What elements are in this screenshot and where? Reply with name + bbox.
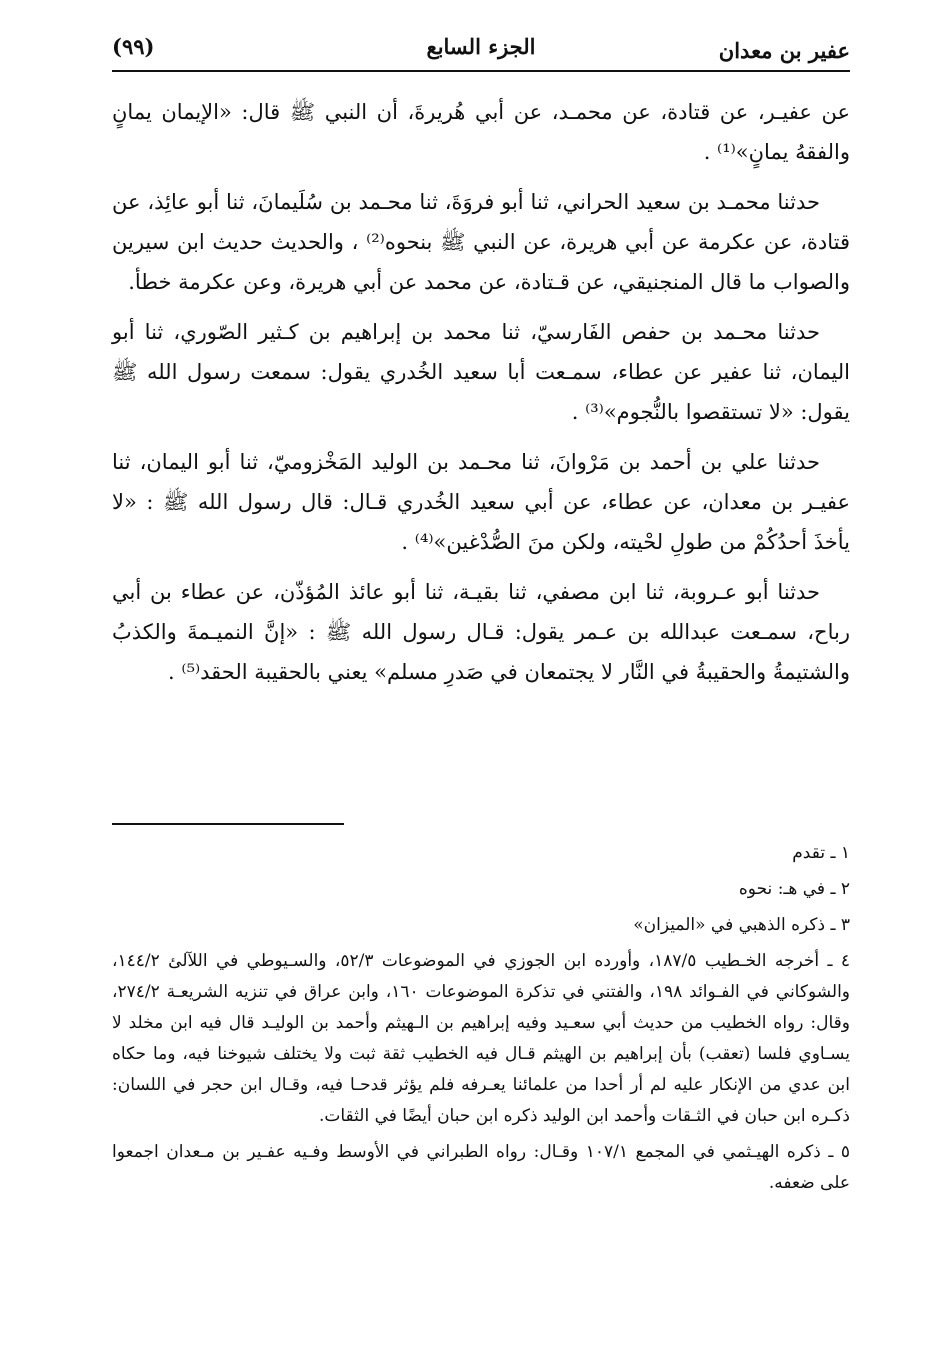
paragraph: حدثنا علي بن أحمد بن مَرْوانَ، ثنا محـمد بن الوليد المَخْزوميّ، ثنا أبو اليمان، ثنا عفيـر بن معدان، عن عطاء، عن أبي سعيد الخُدري قـال: قال رسول الله ﷺ : «لا يأخذَ أحدُكُمْ من طولِ لحْيته، ولكن منَ الصُّدْغين»⁽⁴⁾ . [112,450,850,554]
page-number: (٩٩) [112,34,155,59]
paragraph: حدثنا محمـد بن سعيد الحراني، ثنا أبو فروَةَ، ثنا محـمد بن سُلَيمانَ، ثنا أبو عائِذ، عن قتادة، عن عكرمة عن أبي هريرة، عن النبي ﷺ بنحوه⁽²⁾ ، والحديث حديث ابن سيرين والصواب ما قال المنجنيقي، عن قـتادة، عن محمد عن أبي هريرة، وعن عكرمة خطأ. [112,190,850,294]
main-text [112,92,850,702]
footnote: ٤ ـ أخرجه الخـطيب ١٨٧/٥، وأورده ابن الجوزي في الموضوعات ٥٢/٣، والسـيوطي في اللآلئ ١٤٤/٢، والشوكاني في الفـوائد ١٩٨، والفتني في تذكرة الموضوعات ١٦٠، وابن عراق في تنزيه الشريعـة ٢٧٤/٢، وقال: رواه الخطيب من حديث أبي سعـيد وفيه إبراهيم بن الـهيثم وأحمد بن الوليـد قال فيه ابن مخلد لا يسـاوي فلسا (تعقب) بأن إبراهيم بن الهيثم قـال فيه الخطيب ثقة ثبت ولا يختلف شيوخنا فيه، وما حكاه ابن عدي من الإنكار عليه لم أر أحدا من علمائنا يعـرفه فلم يؤثر قدحـا فيه، وقـال ابن حجر في اللسان: ذكـره ابن حبان في الثـقات وأحمد ابن الوليد ذكره ابن حبان أيضًا في الثقات. [112,951,851,1126]
footnotes [112,838,850,1204]
page-header [112,30,850,70]
part-title: الجزء السابع [426,34,536,59]
footnote: ٣ ـ ذكره الذهبي في «الميزان» [633,915,850,935]
paragraph: حدثنا أبو عـروبة، ثنا ابن مصفي، ثنا بقيـة، ثنا أبو عائذ المُؤذّن، عن عطاء بن أبي رباح، سمـعت عبدالله بن عـمر يقول: قـال رسول الله ﷺ : «إنَّ النميـمةَ والكذبُ والشتيمةُ والحقيبةُ في النَّار لا يجتمعان في صَدرِ مسلم» يعني بالحقيبة الحقد⁽⁵⁾ . [112,580,850,684]
footnote: ٥ ـ ذكره الهيـثمي في المجمع ١٠٧/١ وقـال: رواه الطبراني في الأوسط وفـيه عفـير بن مـعدان اجمعوا على ضعفه. [112,1142,850,1193]
header-divider [112,70,850,72]
running-title: عفير بن معدان [718,38,850,63]
footnote-divider [112,823,344,825]
paragraph: عن عفيـر، عن قتادة، عن محمـد، عن أبي هُريرةَ، أن النبي ﷺ قال: «الإيمان يمانٍ والفقهُ يمانٍ»⁽¹⁾ . [112,100,850,164]
footnote: ٢ ـ في هـ: نحوه [738,879,850,899]
footnote: ١ ـ تقدم [792,843,850,863]
paragraph: حدثنا محـمد بن حفص الفَارسيّ، ثنا محمد بن إبراهيم بن كـثير الصّوري، ثنا أبو اليمان، ثنا عفير عن عطاء، سمـعت أبا سعيد الخُدري يقول: سمعت رسول الله ﷺ يقول: «لا تستقصوا بالنُّجوم»⁽³⁾ . [112,320,850,424]
